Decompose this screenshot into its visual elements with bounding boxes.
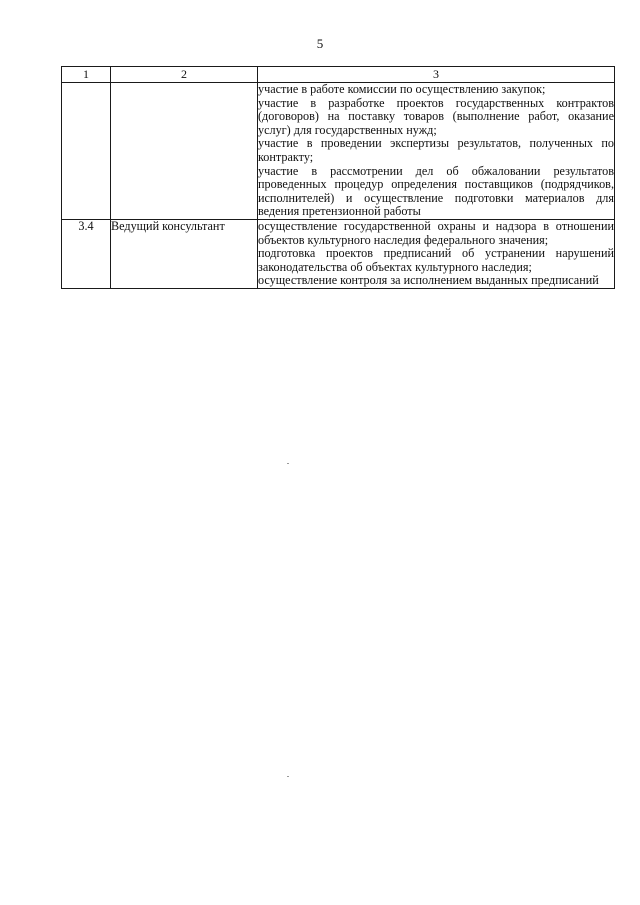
table-row [62,219,615,288]
duty-item: участие в проведении экспертизы результатов, полученных по контракту; [258,136,614,164]
position-title [111,83,258,220]
column-header-1: 1 [62,67,111,83]
page-number: 5 [316,36,324,51]
column-header-3: 3 [258,67,615,83]
row-number: 3.4 [62,219,111,288]
duty-item: осуществление контроля за исполнением выданных предписаний [258,273,599,288]
scan-speck [287,776,289,777]
table-row [62,83,615,220]
scan-speck [287,463,289,464]
duty-item: участие в разработке проектов государственных контрактов (договоров) на поставку товаров (выполнение работ, оказание услуг) для государственных нужд; [258,95,614,137]
duty-item: участие в работе комиссии по осуществлению закупок; [258,82,546,96]
duty-item: осуществление государственной охраны и надзора в отношении объектов культурного наследия федерального значения; [258,218,614,247]
duties-table [61,66,615,289]
duties-cell [258,219,615,288]
position-title: Ведущий консультант [111,219,258,288]
table-header-row [62,67,615,83]
duty-item: участие в рассмотрении дел об обжаловании результатов проведенных процедур определения поставщиков (подрядчиков, исполнителей) и осуществление подготовки материалов для ведения претензионной работы [258,163,614,219]
duty-item: подготовка проектов предписаний об устранении нарушений законодательства об объектах культурного наследия; [258,246,614,274]
row-number [62,83,111,220]
column-header-2: 2 [111,67,258,83]
duties-cell [258,83,615,220]
